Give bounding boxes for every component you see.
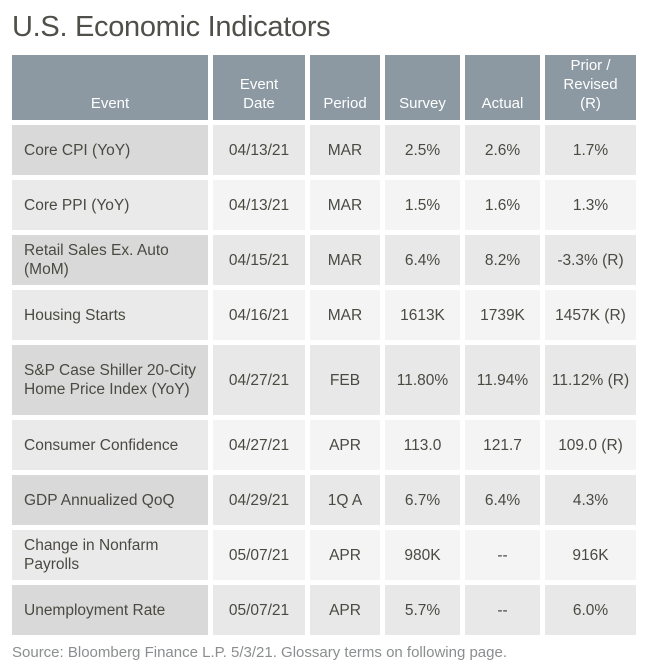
cell-survey: 6.4% xyxy=(385,235,460,285)
column-header-label: Event Date xyxy=(239,75,279,112)
cell-period: MAR xyxy=(310,180,380,230)
cell-period: APR xyxy=(310,585,380,635)
cell-prior-revised: 109.0 (R) xyxy=(545,420,636,470)
cell-event-date: 04/29/21 xyxy=(213,475,305,525)
cell-event: Unemployment Rate xyxy=(12,585,208,635)
cell-actual: 2.6% xyxy=(465,125,540,175)
footer-source-note: Source: Bloomberg Finance L.P. 5/3/21. Glossary terms on following page. xyxy=(12,644,507,662)
cell-event-date: 04/15/21 xyxy=(213,235,305,285)
cell-period: FEB xyxy=(310,345,380,415)
cell-actual: -- xyxy=(465,585,540,635)
cell-period: 1Q A xyxy=(310,475,380,525)
column-header-label: Prior / Revised (R) xyxy=(563,57,618,112)
cell-event-date: 04/16/21 xyxy=(213,290,305,340)
cell-prior-revised: 916K xyxy=(545,530,636,580)
cell-event: Core CPI (YoY) xyxy=(12,125,208,175)
cell-actual: 1739K xyxy=(465,290,540,340)
cell-event: Consumer Confidence xyxy=(12,420,208,470)
cell-survey: 113.0 xyxy=(385,420,460,470)
cell-period: MAR xyxy=(310,290,380,340)
cell-period: APR xyxy=(310,420,380,470)
cell-event: Housing Starts xyxy=(12,290,208,340)
column-header-prior-revised xyxy=(545,55,636,120)
cell-survey: 5.7% xyxy=(385,585,460,635)
column-header-period xyxy=(310,55,380,120)
cell-survey: 980K xyxy=(385,530,460,580)
column-header-label: Actual xyxy=(481,94,524,112)
cell-prior-revised: 11.12% (R) xyxy=(545,345,636,415)
cell-event-date: 05/07/21 xyxy=(213,585,305,635)
cell-event: Core PPI (YoY) xyxy=(12,180,208,230)
cell-event-date: 04/13/21 xyxy=(213,180,305,230)
page-title: U.S. Economic Indicators xyxy=(12,11,331,43)
cell-period: APR xyxy=(310,530,380,580)
cell-actual: 8.2% xyxy=(465,235,540,285)
cell-survey: 2.5% xyxy=(385,125,460,175)
cell-event-date: 04/13/21 xyxy=(213,125,305,175)
column-header-label: Period xyxy=(323,94,367,112)
cell-prior-revised: 1457K (R) xyxy=(545,290,636,340)
cell-event-date: 04/27/21 xyxy=(213,345,305,415)
cell-period: MAR xyxy=(310,125,380,175)
cell-actual: 6.4% xyxy=(465,475,540,525)
cell-survey: 1.5% xyxy=(385,180,460,230)
column-header-label: Event xyxy=(90,94,130,112)
economic-indicators-table xyxy=(12,55,636,635)
column-header-label: Survey xyxy=(399,94,446,112)
cell-survey: 1613K xyxy=(385,290,460,340)
column-header-event xyxy=(12,55,208,120)
cell-event: Change in Nonfarm Payrolls xyxy=(12,530,208,580)
cell-actual: -- xyxy=(465,530,540,580)
cell-prior-revised: 1.7% xyxy=(545,125,636,175)
cell-period: MAR xyxy=(310,235,380,285)
cell-event: S&P Case Shiller 20-City Home Price Index (YoY) xyxy=(12,345,208,415)
column-header-event-date xyxy=(213,55,305,120)
cell-event-date: 04/27/21 xyxy=(213,420,305,470)
cell-actual: 1.6% xyxy=(465,180,540,230)
cell-prior-revised: 6.0% xyxy=(545,585,636,635)
cell-prior-revised: -3.3% (R) xyxy=(545,235,636,285)
cell-actual: 11.94% xyxy=(465,345,540,415)
column-header-actual xyxy=(465,55,540,120)
column-header-survey xyxy=(385,55,460,120)
cell-event: GDP Annualized QoQ xyxy=(12,475,208,525)
cell-event: Retail Sales Ex. Auto (MoM) xyxy=(12,235,208,285)
cell-prior-revised: 4.3% xyxy=(545,475,636,525)
cell-event-date: 05/07/21 xyxy=(213,530,305,580)
cell-actual: 121.7 xyxy=(465,420,540,470)
cell-survey: 6.7% xyxy=(385,475,460,525)
cell-prior-revised: 1.3% xyxy=(545,180,636,230)
cell-survey: 11.80% xyxy=(385,345,460,415)
